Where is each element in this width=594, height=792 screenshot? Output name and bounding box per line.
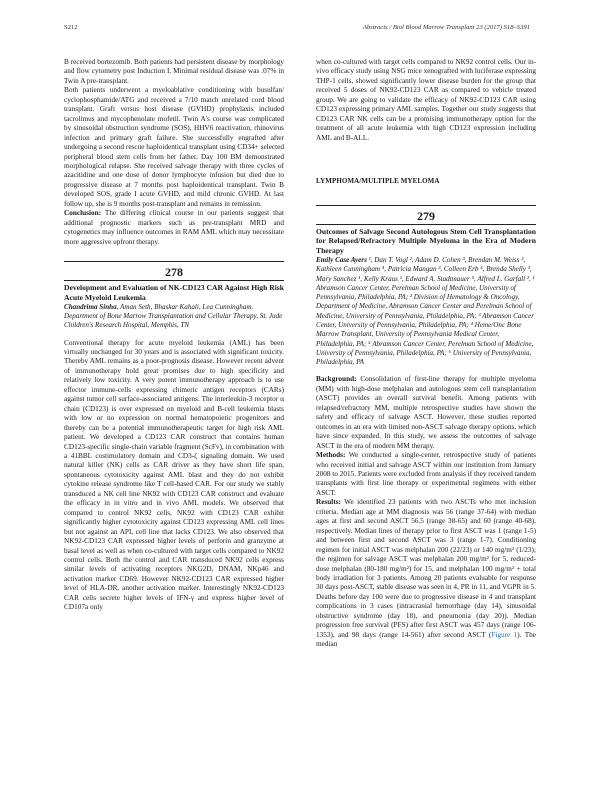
results-text: We identified 23 patients with two ASCTs who met inclusion criteria. Median age at MM diagnosis was 56 (range 37-64) with median ages at first and second ASCT 56.5 (range 38-65) and 60 (range 40-68), respectively. Median lines of therapy prior to first ASCT was 1 (range 1-5) and between first and second ASCT was 3 (range 1-7). Conditioning regimen for initial ASCT was melphalan 200 (22/23) or 140 mg/m² (1/23); the regimen for salvage ASCT was melphalan 200 mg/m² for 5, reduced-dose melphalan (80-180 mg/m²) for 15, and melphalan 100 mg/m² + total body irradiation for 3 patients. Among 20 patients evaluable for response 30 days post-ASCT, stable disease was seen in 4, PR in 11, and VGPR in 5. Deaths before day 100 were due to progressive disease in 4 and transplant complications in 3 cases (intracranial hemorrhage (day 14), sinusoidal obstructive syndrome (day 18), and pneumonia (day 20)). Median progression free survival (PFS) after first ASCT was 457 days (range 106-1353), and 98 days (range 14-561) after second ASCT ( bbox=[316, 498, 536, 639]
figure-link[interactable]: Figure 1 bbox=[491, 630, 518, 639]
methods-text: We conducted a single-center, retrospective study of patients who received initial and salvage ASCT within our institution from January 2008 to 2015. Patients were excluded from analysis if they received tandem transplants with first line therapy or experimental regimens with either ASCT. bbox=[316, 451, 536, 497]
authors-affiliations: , Aman Seth, Bhaskar Kahali, Lea Cunningham. Department of Bone Marrow Transplantation and Cellular Therapy, St. Jude Children's Research Hospital, Memphis, TN bbox=[64, 302, 283, 330]
abstract-number: 279 bbox=[417, 208, 435, 223]
abstract-divider bbox=[64, 261, 284, 262]
page-number: S212 bbox=[64, 24, 78, 31]
conclusion-text: The differing clinical course in our patients suggest that additional prognostic markers such as pre-transplant MRD and cytogenetics may influence outcomes in RAM AML which may necessitate more aggressive upfront therapy. bbox=[64, 209, 284, 246]
abstract-body: Conventional therapy for acute myeloid leukemia (AML) has been virtually unchanged for 30 years and is associated with significant toxicity. Thereby AML remains as a poor-prognosis disease. However recent advent of immunotherapy hold great promises due to high specificity and relatively low toxicity. A very potent immunotherapy approach is to use effector immune-cells expressing chimeric antigen receptors (CARs) against tumor cell surface-associated antigens. The interleukin-3 receptor α chain (CD123) is over expressed on myeloid and B-cell leukemia blasts with low or no expression on normal hematopoietic progenitors and thereby can be a potential immunotherapeutic target for high risk AML patient. We developed a CD123 CAR construct that contains human CD123-specific single-chain variable fragment (ScFv), in combination with a 41BBL costimulatory domain and CD3-ζ signaling domain. We used natural killer (NK) cells as CAR driver as they have short life span, spontaneous cytotoxicity against AML blast and they do not exhibit cytokine release syndrome like T cell-based CAR. For our study we stably transduced a NK cell line NK92 with CD123 CAR construct and evaluate the efficacy in in vitro and in vivo AML models. We observed that compared to control NK92 cells, NK92 with CD123 CAR exhibit significantly higher cytotoxicity against CD123 expressing AML cell lines but not against an APL cell line that lacks CD123. We also observed that NK92-CD123 CAR expressed higher levels of perforin and granzyme at basal level as well as when co-cultured with target cells compared to NK92 control cells. Both the control and CAR transduced NK92 cells express similar levels of activating receptors NKG2D, DNAM, NKp46 and activation marker CD69. However NK92-CD123 CAR expressed higher level of HLA-DR, another activation marker. Interestingly NK92-CD123 CAR cells secrete higher levels of IFN-γ and express higher level of CD107a only bbox=[64, 338, 284, 612]
abstract-number: 278 bbox=[165, 265, 183, 280]
continuation-paragraph: Both patients underwent a myeloablative conditioning with busulfan/ cyclophosphamide/ATG and received a 7/10 match unrelated cord blood transplant. Graft versus host disease (GVHD) prophylaxis included tacrolimus and mycophenolate mofetil. Twin A's course was complicated by sinusoidal obstruction syndrome (SOS), HHV6 reactivation, rhinovirus infection and primary graft failure. She successfully engrafted after undergoing a second rescue haploidentical transplant using CD34+ selected peripheral blood stem cells from her father. Day 100 BM demonstrated morphological relapse. She received salvage therapy with three cycles of azacitidine and one dose of donor lymphocyte infusion but died due to progressive disease at 7 months post haploidentical transplant. Twin B developed SOS, grade I acute GVHD, and mild chronic GVHD. At last follow up, she is 9 months post-transplant and remains in remission. bbox=[64, 86, 284, 208]
authors-affiliations: ¹, Dan T. Vogl ², Adam D. Cohen ³, Brendan M. Weiss ², Kathleen Cunningham ⁴, Patricia Mangan ³, Colleen Erb ⁵, Brenda Shelly ³, Mary Sanchez ¹, Kelly Kraus ¹, Edward A. Stadtmauer ⁵, Alfred L. Garfall ². ¹ Abramson Cancer Center, Perelman School of Medicine, University of Pennsylvania, Philadelphia, PA; ² Division of Hematology & Oncology, Department of Medicine, Abramson Cancer Center and Perelman School of Medicine, University of Pennsylvania, Philadelphia, PA; ³ Abramson Cancer Center, University of Pennsylvania, Philadelphia, PA; ⁴ Heme/Onc Bone Marrow Transplant, University of Pennsylvania Medical Center, Philadelphia, PA; ⁵ Abramson Cancer Center, Perelman School of Medicine, University of Pennsylvania, Philadelphia, PA; ⁶ University of Pennsylvania, Philadelphia, PA bbox=[316, 255, 535, 367]
lead-author: Emily Case Ayers bbox=[316, 255, 367, 264]
abstract-divider bbox=[64, 280, 284, 281]
methods-paragraph bbox=[316, 451, 536, 498]
right-column bbox=[316, 58, 536, 650]
continuation-paragraph: B received bortezomib. Both patients had persistent disease by morphology and flow cytometry post Induction I. Minimal residual disease was .07% in Twin A pre-transplant. bbox=[64, 58, 284, 85]
section-heading: LYMPHOMA/MULTIPLE MYELOMA bbox=[316, 177, 440, 186]
background-paragraph bbox=[316, 375, 536, 451]
lead-author: Chandrima Sinha bbox=[64, 302, 117, 311]
journal-citation: Abstracts / Biol Blood Marrow Transplant 23 (2017) S18–S391 bbox=[362, 24, 530, 31]
continuation-paragraph: when co-cultured with target cells compared to NK92 control cells. Our in-vivo efficacy study using NSG mice xenografted with luciferase expressing THP-1 cells, showed significantly lower disease burden for the group that received 5 doses of NK92-CD123 CAR as compared to vehicle treated group. We are going to validate the efficacy of NK92-CD123 CAR using CD123 expressing primary AML samples. Together our study suggests that CD123 CAR NK cells can be a promising immunotherapy option for the treatment of all acute leukemia with high CD123 expression including AML and B-ALL. bbox=[316, 58, 536, 142]
results-paragraph bbox=[316, 498, 536, 649]
abstract-divider bbox=[316, 224, 536, 225]
background-text: Consolidation of first-line therapy for multiple myeloma (MM) with high-dose melphalan and autologous stem cell transplantation (ASCT) provides an overall survival benefit. Among patients with relapsed/refractory MM, multiple retrospective studies have shown the safety and efficacy of salvage ASCT. However, these studies reported outcomes in an era with limited non-ASCT salvage therapy options, which have since expanded. In this study, we assess the outcomes of salvage ASCT in the era of modern MM therapy. bbox=[316, 375, 536, 450]
running-header bbox=[64, 24, 530, 38]
abstract-title: Development and Evaluation of NK-CD123 CAR Against High Risk Acute Myeloid Leukemia bbox=[64, 283, 284, 302]
conclusion-paragraph bbox=[64, 209, 284, 247]
conclusion-label: Conclusion: bbox=[64, 209, 102, 218]
abstract-divider bbox=[316, 205, 536, 206]
abstract-title: Outcomes of Salvage Second Autologous Stem Cell Transplantation for Relapsed/Refractory Multiple Myeloma in the Era of Modern Therapy bbox=[316, 226, 536, 256]
results-label: Results: bbox=[316, 498, 341, 507]
background-label: Background: bbox=[316, 375, 357, 384]
abstract-authors bbox=[316, 256, 536, 368]
abstract-authors bbox=[64, 303, 284, 331]
left-column bbox=[64, 58, 284, 613]
results-tail: ). The median bbox=[316, 630, 536, 649]
methods-label: Methods: bbox=[316, 451, 346, 460]
